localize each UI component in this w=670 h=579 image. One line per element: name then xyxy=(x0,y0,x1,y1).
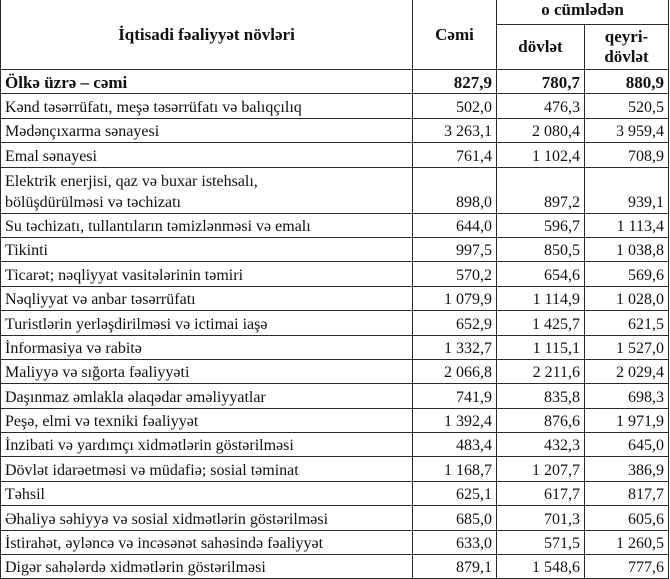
row-nonstate: 698,3 xyxy=(585,384,669,408)
row-state: 571,5 xyxy=(497,530,585,554)
row-nonstate: 777,6 xyxy=(585,555,669,579)
row-state: 596,7 xyxy=(497,213,585,237)
row-total: 1 168,7 xyxy=(413,457,497,481)
row-state: 1 114,9 xyxy=(497,286,585,310)
row-label: Əhaliyə səhiyyə və sosial xidmətlərin göstərilməsi xyxy=(1,506,413,530)
table-row xyxy=(1,481,669,505)
row-total: 761,4 xyxy=(413,143,497,167)
row-state: 617,7 xyxy=(497,481,585,505)
row-nonstate: 1 260,5 xyxy=(585,530,669,554)
row-total: 879,1 xyxy=(413,555,497,579)
row-nonstate: 1 527,0 xyxy=(585,335,669,359)
row-state: 1 102,4 xyxy=(497,143,585,167)
table-row xyxy=(1,262,669,286)
row-state: 876,6 xyxy=(497,408,585,432)
row-total: 625,1 xyxy=(413,481,497,505)
row-nonstate: 817,7 xyxy=(585,481,669,505)
row-total: 570,2 xyxy=(413,262,497,286)
table-row-country-total xyxy=(1,70,669,94)
row-total: 652,9 xyxy=(413,311,497,335)
row-nonstate: 645,0 xyxy=(585,433,669,457)
row-label-line1: Elektrik enerjisi, qaz və buxar istehsalı, xyxy=(5,172,258,190)
row-total: 483,4 xyxy=(413,433,497,457)
row-label: Təhsil xyxy=(1,481,413,505)
row-total: 741,9 xyxy=(413,384,497,408)
row-state: 2 211,6 xyxy=(497,359,585,383)
row-label xyxy=(1,167,413,213)
row-total: 1 332,7 xyxy=(413,335,497,359)
row-label: İnzibati və yardımçı xidmətlərin göstərilməsi xyxy=(1,433,413,457)
table-row xyxy=(1,359,669,383)
row-total: 633,0 xyxy=(413,530,497,554)
row-total: 1 392,4 xyxy=(413,408,497,432)
nonstate-header-line2: dövlət xyxy=(604,47,649,66)
table-row xyxy=(1,555,669,579)
row-nonstate: 3 959,4 xyxy=(585,118,669,142)
table-row xyxy=(1,237,669,261)
row-label: Mədənçıxarma sənayesi xyxy=(1,118,413,142)
row-nonstate: 1 038,8 xyxy=(585,237,669,261)
row-nonstate: 605,6 xyxy=(585,506,669,530)
row-label: Kənd təsərrüfatı, meşə təsərrüfatı və balıqçılıq xyxy=(1,94,413,118)
row-label: Emal sənayesi xyxy=(1,143,413,167)
row-label: Ölkə üzrə – cəmi xyxy=(1,70,413,94)
row-nonstate: 1 028,0 xyxy=(585,286,669,310)
table-row xyxy=(1,167,669,213)
row-state: 897,2 xyxy=(497,167,585,213)
row-nonstate: 2 029,4 xyxy=(585,359,669,383)
row-state: 835,8 xyxy=(497,384,585,408)
table-header xyxy=(1,0,669,70)
row-state: 780,7 xyxy=(497,70,585,94)
activity-header: İqtisadi fəaliyyət növləri xyxy=(1,0,413,70)
row-nonstate: 880,9 xyxy=(585,70,669,94)
row-state: 1 115,1 xyxy=(497,335,585,359)
row-total: 502,0 xyxy=(413,94,497,118)
table-row xyxy=(1,384,669,408)
table-row xyxy=(1,118,669,142)
row-label: Daşınmaz əmlakla əlaqədar əməliyyatlar xyxy=(1,384,413,408)
row-label: İstirahət, əyləncə və incəsənət sahəsində fəaliyyət xyxy=(1,530,413,554)
table-row xyxy=(1,213,669,237)
row-label: Su təchizatı, tullantıların təmizlənməsi və emalı xyxy=(1,213,413,237)
nonstate-header-line1: qeyri- xyxy=(604,27,649,46)
state-header: dövlət xyxy=(497,25,585,70)
row-nonstate: 520,5 xyxy=(585,94,669,118)
row-total: 685,0 xyxy=(413,506,497,530)
row-state: 1 548,6 xyxy=(497,555,585,579)
row-state: 476,3 xyxy=(497,94,585,118)
row-label: Ticarət; nəqliyyat vasitələrinin təmiri xyxy=(1,262,413,286)
row-total: 1 079,9 xyxy=(413,286,497,310)
row-label: Digər sahələrdə xidmətlərin göstərilməsi xyxy=(1,555,413,579)
row-nonstate: 1 113,4 xyxy=(585,213,669,237)
row-state: 1 425,7 xyxy=(497,311,585,335)
row-nonstate: 1 971,9 xyxy=(585,408,669,432)
row-state: 701,3 xyxy=(497,506,585,530)
group-header: o cümlədən xyxy=(497,0,669,25)
table-row xyxy=(1,143,669,167)
table-row xyxy=(1,506,669,530)
row-label: Dövlət idarəetməsi və müdafiə; sosial təminat xyxy=(1,457,413,481)
total-header: Cəmi xyxy=(413,0,497,70)
table-row xyxy=(1,433,669,457)
row-total: 644,0 xyxy=(413,213,497,237)
row-nonstate: 708,9 xyxy=(585,143,669,167)
row-total: 2 066,8 xyxy=(413,359,497,383)
table-row xyxy=(1,286,669,310)
row-label: Nəqliyyat və anbar təsərrüfatı xyxy=(1,286,413,310)
row-nonstate: 386,9 xyxy=(585,457,669,481)
row-state: 1 207,7 xyxy=(497,457,585,481)
row-total: 827,9 xyxy=(413,70,497,94)
table-row xyxy=(1,408,669,432)
row-nonstate: 569,6 xyxy=(585,262,669,286)
row-state: 654,6 xyxy=(497,262,585,286)
row-label: Maliyyə və sığorta fəaliyyəti xyxy=(1,359,413,383)
table-row xyxy=(1,457,669,481)
table-row xyxy=(1,335,669,359)
row-total: 997,5 xyxy=(413,237,497,261)
row-nonstate: 621,5 xyxy=(585,311,669,335)
table-body xyxy=(1,70,669,579)
nonstate-header xyxy=(585,25,669,70)
row-state: 850,5 xyxy=(497,237,585,261)
row-nonstate: 939,1 xyxy=(585,167,669,213)
row-state: 432,3 xyxy=(497,433,585,457)
row-total: 3 263,1 xyxy=(413,118,497,142)
table-row xyxy=(1,530,669,554)
row-label: Peşə, elmi və texniki fəaliyyət xyxy=(1,408,413,432)
row-label: İnformasiya və rabitə xyxy=(1,335,413,359)
table-row xyxy=(1,311,669,335)
table-row xyxy=(1,94,669,118)
row-label: Tikinti xyxy=(1,237,413,261)
row-total: 898,0 xyxy=(413,167,497,213)
row-label-line2: bölüşdürülməsi və təchizatı xyxy=(5,193,181,211)
row-label: Turistlərin yerləşdirilməsi və ictimai iaşə xyxy=(1,311,413,335)
row-state: 2 080,4 xyxy=(497,118,585,142)
